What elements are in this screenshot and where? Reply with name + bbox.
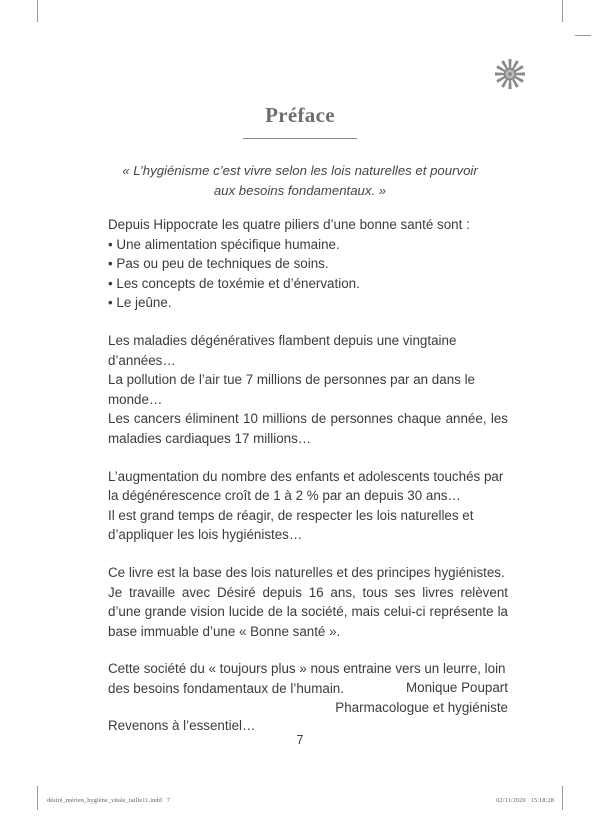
paragraph-pillars bbox=[108, 215, 508, 313]
paragraph-line: La pollution de l’air tue 7 millions de personnes par an dans le monde… bbox=[108, 372, 475, 407]
crop-mark-bottom-left bbox=[37, 786, 38, 810]
title-divider bbox=[243, 138, 357, 139]
paragraph-line: Je travaille avec Désiré depuis 16 ans, tous ses livres relèvent d’une grande vision lucide de la société, mais celui-ci représente la base immuable d’une « Bonne santé ». bbox=[108, 584, 508, 639]
paragraph-line: Il est grand temps de réagir, de respecter les lois naturelles et d’appliquer les lois hygiénistes… bbox=[108, 507, 474, 543]
paragraph-line: Les cancers éliminent 10 millions de personnes chaque année, les maladies cardiaques 17 millions… bbox=[108, 411, 508, 446]
epigraph-line-1: « L’hygiénisme c’est vivre selon les lois naturelles et pourvoir bbox=[122, 163, 478, 178]
epigraph bbox=[118, 161, 482, 201]
paragraph-line: • Pas ou peu de techniques de soins. bbox=[108, 256, 329, 272]
crop-mark-top-left bbox=[37, 0, 38, 22]
paragraph-line: Ce livre est la base des lois naturelles et des principes hygiénistes. bbox=[108, 564, 505, 580]
signature-role: Pharmacologue et hygiéniste bbox=[335, 699, 508, 715]
sunburst-ornament-icon bbox=[493, 57, 527, 91]
paragraph-line: • Une alimentation spécifique humaine. bbox=[108, 236, 340, 252]
paragraph-degenerative-diseases bbox=[108, 331, 508, 449]
page-number: 7 bbox=[296, 733, 304, 747]
paragraph-line: • Le jeûne. bbox=[108, 295, 172, 311]
paragraph-line: Depuis Hippocrate les quatre piliers d’une bonne santé sont : bbox=[108, 217, 470, 232]
paragraph-children-degeneration bbox=[108, 467, 508, 545]
crop-mark-top-right-horizontal bbox=[575, 35, 591, 36]
paragraph-line: Cette société du « toujours plus » nous entraine vers un leurre, loin des besoins fondamentaux de l’humain. bbox=[108, 661, 506, 696]
footer-timestamp: 02/11/2020 15:18:28 bbox=[496, 797, 554, 804]
crop-mark-bottom-right bbox=[562, 786, 563, 810]
body-text bbox=[108, 215, 508, 736]
title-block bbox=[0, 104, 600, 139]
footer-file-slug: désiré_mérien_hygiène_vitale_taille11.indd 7 bbox=[47, 797, 171, 804]
page-title: Préface bbox=[265, 103, 335, 127]
signature-block bbox=[108, 678, 508, 717]
signature-name: Monique Poupart bbox=[406, 680, 508, 695]
paragraph-about-the-book bbox=[108, 563, 508, 641]
paragraph-line: L’augmentation du nombre des enfants et adolescents touchés par la dégénérescence croît de 1 à 2 % par an depuis 30 ans… bbox=[108, 468, 504, 504]
crop-mark-top-right bbox=[562, 0, 563, 22]
paragraph-line: Les maladies dégénératives flambent depuis une vingtaine d’années… bbox=[108, 332, 457, 368]
paragraph-line: • Les concepts de toxémie et d’énervation. bbox=[108, 275, 360, 291]
epigraph-line-2: aux besoins fondamentaux. » bbox=[213, 183, 387, 198]
paragraph-line: Revenons à l’essentiel… bbox=[108, 718, 256, 734]
